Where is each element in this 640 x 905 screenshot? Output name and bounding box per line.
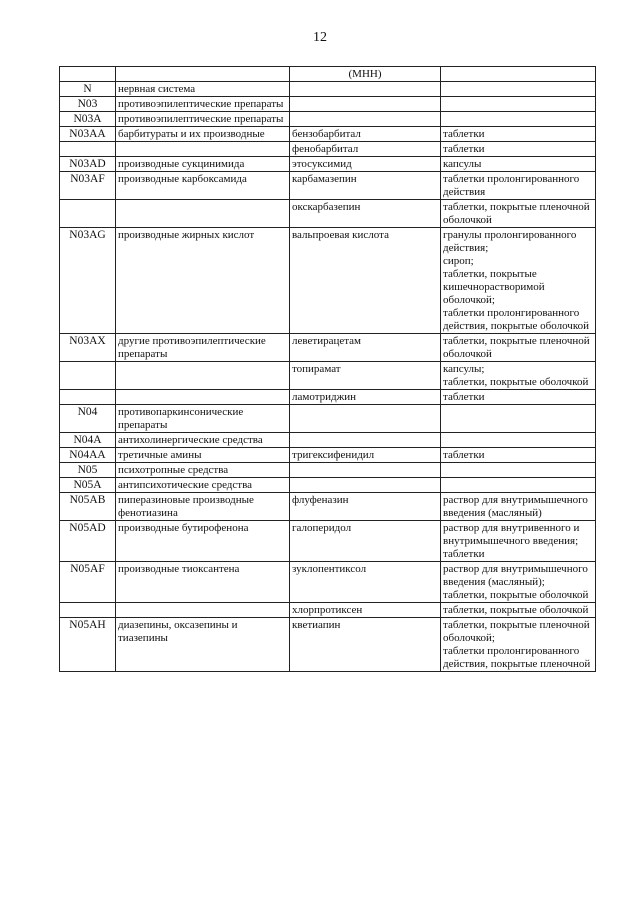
dosage-form: таблетки, покрытые оболочкой	[441, 603, 596, 618]
dosage-form	[441, 478, 596, 493]
dosage-form	[441, 82, 596, 97]
atc-code	[60, 603, 116, 618]
dosage-form: раствор для внутривенного и внутримышечного введения; таблетки	[441, 521, 596, 562]
group-name: психотропные средства	[116, 463, 290, 478]
group-name: диазепины, оксазепины и тиазепины	[116, 618, 290, 672]
atc-code: N05AH	[60, 618, 116, 672]
table-row	[60, 334, 596, 362]
atc-code: N03A	[60, 112, 116, 127]
dosage-form: гранулы пролонгированного действия; сироп; таблетки, покрытые кишечнорастворимой оболочкой; таблетки пролонгированного действия, покрытые оболочкой	[441, 228, 596, 334]
inn-name	[290, 112, 441, 127]
group-name: противоэпилептические препараты	[116, 97, 290, 112]
table-row	[60, 172, 596, 200]
dosage-form: таблетки	[441, 448, 596, 463]
inn-name: окскарбазепин	[290, 200, 441, 228]
group-name: антихолинергические средства	[116, 433, 290, 448]
table-row	[60, 478, 596, 493]
table-row	[60, 112, 596, 127]
inn-name: вальпроевая кислота	[290, 228, 441, 334]
table-row	[60, 433, 596, 448]
dosage-form	[441, 433, 596, 448]
group-name	[116, 603, 290, 618]
header-cell-group	[116, 67, 290, 82]
dosage-form: таблетки	[441, 142, 596, 157]
header-cell-form	[441, 67, 596, 82]
inn-name: бензобарбитал	[290, 127, 441, 142]
inn-name: топирамат	[290, 362, 441, 390]
header-cell-code	[60, 67, 116, 82]
group-name: нервная система	[116, 82, 290, 97]
inn-name: зуклопентиксол	[290, 562, 441, 603]
table-row	[60, 603, 596, 618]
atc-code: N03AF	[60, 172, 116, 200]
table-row	[60, 618, 596, 672]
table-header-row	[60, 67, 596, 82]
atc-code: N03AA	[60, 127, 116, 142]
group-name: производные бутирофенона	[116, 521, 290, 562]
inn-name	[290, 405, 441, 433]
atc-code: N05AD	[60, 521, 116, 562]
dosage-form: капсулы	[441, 157, 596, 172]
inn-name	[290, 478, 441, 493]
dosage-form: таблетки пролонгированного действия	[441, 172, 596, 200]
dosage-form: таблетки	[441, 127, 596, 142]
inn-name: хлорпротиксен	[290, 603, 441, 618]
dosage-form	[441, 97, 596, 112]
atc-code: N03AG	[60, 228, 116, 334]
dosage-form	[441, 112, 596, 127]
atc-code: N04AA	[60, 448, 116, 463]
group-name	[116, 390, 290, 405]
inn-name: тригексифенидил	[290, 448, 441, 463]
dosage-form: таблетки, покрытые пленочной оболочкой; таблетки пролонгированного действия, покрытые пленочной	[441, 618, 596, 672]
dosage-form: раствор для внутримышечного введения (масляный)	[441, 493, 596, 521]
table-row	[60, 228, 596, 334]
inn-name: этосуксимид	[290, 157, 441, 172]
inn-name: галоперидол	[290, 521, 441, 562]
group-name: производные карбоксамида	[116, 172, 290, 200]
table-row	[60, 97, 596, 112]
atc-code: N05A	[60, 478, 116, 493]
group-name: третичные амины	[116, 448, 290, 463]
inn-name	[290, 433, 441, 448]
group-name: другие противоэпилептические препараты	[116, 334, 290, 362]
atc-code	[60, 142, 116, 157]
inn-name: карбамазепин	[290, 172, 441, 200]
dosage-form: таблетки	[441, 390, 596, 405]
group-name: пиперазиновые производные фенотиазина	[116, 493, 290, 521]
atc-code: N05	[60, 463, 116, 478]
atc-code: N	[60, 82, 116, 97]
group-name	[116, 142, 290, 157]
table-row	[60, 562, 596, 603]
inn-name	[290, 97, 441, 112]
dosage-form: раствор для внутримышечного введения (масляный); таблетки, покрытые оболочкой	[441, 562, 596, 603]
atc-code: N05AB	[60, 493, 116, 521]
group-name: барбитураты и их производные	[116, 127, 290, 142]
inn-name: ламотриджин	[290, 390, 441, 405]
page-number: 12	[313, 30, 327, 45]
atc-code	[60, 200, 116, 228]
dosage-form: таблетки, покрытые пленочной оболочкой	[441, 334, 596, 362]
dosage-form	[441, 405, 596, 433]
dosage-form: таблетки, покрытые пленочной оболочкой	[441, 200, 596, 228]
group-name: противоэпилептические препараты	[116, 112, 290, 127]
atc-code: N04A	[60, 433, 116, 448]
header-cell-inn: (МНН)	[290, 67, 441, 82]
table-row	[60, 448, 596, 463]
group-name: производные сукцинимида	[116, 157, 290, 172]
table-row	[60, 142, 596, 157]
group-name: производные тиоксантена	[116, 562, 290, 603]
atc-code: N03	[60, 97, 116, 112]
atc-code: N03AD	[60, 157, 116, 172]
group-name	[116, 200, 290, 228]
table-row	[60, 493, 596, 521]
table-row	[60, 390, 596, 405]
drug-table	[59, 66, 596, 672]
table-row	[60, 82, 596, 97]
atc-code: N04	[60, 405, 116, 433]
inn-name: флуфеназин	[290, 493, 441, 521]
group-name	[116, 362, 290, 390]
table-row	[60, 362, 596, 390]
table-row	[60, 200, 596, 228]
inn-name	[290, 82, 441, 97]
inn-name: фенобарбитал	[290, 142, 441, 157]
atc-code	[60, 390, 116, 405]
group-name: производные жирных кислот	[116, 228, 290, 334]
atc-code	[60, 362, 116, 390]
dosage-form	[441, 463, 596, 478]
inn-name: кветиапин	[290, 618, 441, 672]
inn-name: леветирацетам	[290, 334, 441, 362]
group-name: антипсихотические средства	[116, 478, 290, 493]
table-row	[60, 521, 596, 562]
table-row	[60, 127, 596, 142]
table-row	[60, 463, 596, 478]
group-name: противопаркинсонические препараты	[116, 405, 290, 433]
atc-code: N03AX	[60, 334, 116, 362]
dosage-form: капсулы; таблетки, покрытые оболочкой	[441, 362, 596, 390]
inn-name	[290, 463, 441, 478]
atc-code: N05AF	[60, 562, 116, 603]
table-row	[60, 405, 596, 433]
table-row	[60, 157, 596, 172]
